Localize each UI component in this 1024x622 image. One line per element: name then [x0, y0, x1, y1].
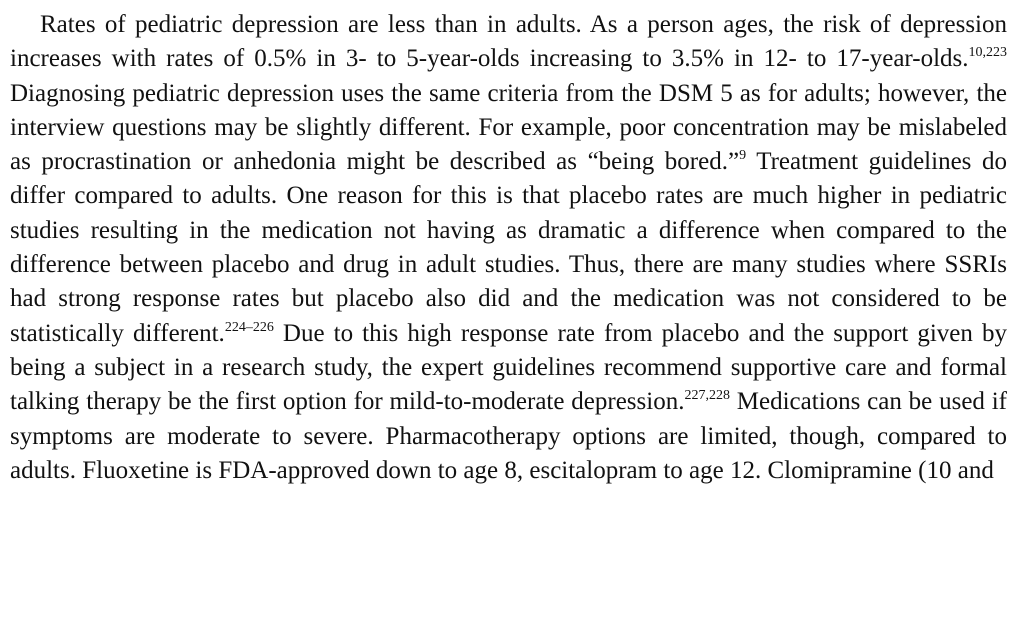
text-segment: Treatment guidelines do differ compared to adults. One reason for this is that placebo rates are much higher in pediatric studies resulting in the medication not having as dramatic a difference when compared to the difference between placebo and drug in adult studies. Thus, there are many studies where SSRIs had strong response rates but placebo also did and the medication was not considered to be statistically different.: [10, 148, 1007, 347]
citation-superscript: 227,228: [684, 388, 730, 404]
text-segment: Due to this high response rate from placebo and the support given by being a subject in a research study, the expert guidelines recommend supportive care and formal talking therapy be the first option for mild-to-moderate depression.: [10, 319, 1007, 416]
body-paragraph: [10, 8, 1007, 488]
text-segment: Rates of pediatric depression are less than in adults. As a person ages, the risk of depression increases with rates of 0.5% in 3- to 5-year-olds increasing to 3.5% in 12- to 17-year-olds.: [10, 11, 1007, 73]
citation-superscript: 9: [739, 148, 747, 164]
citation-superscript: 10,223: [968, 45, 1007, 61]
citation-superscript: 224–226: [224, 319, 274, 335]
text-segment: Diagnosing pediatric depression uses the same criteria from the DSM 5 as for adults; however, the interview questions may be slightly different. For example, poor concentration may be mislabeled as procrastination or anhedonia might be described as “being bored.”: [10, 79, 1007, 176]
text-segment: Medications can be used if symptoms are moderate to severe. Pharmacotherapy options are limited, though, compared to adults. Fluoxetine is FDA-approved down to age 8, escitalopram to age 12. Clomipramine (10 and: [10, 388, 1007, 484]
